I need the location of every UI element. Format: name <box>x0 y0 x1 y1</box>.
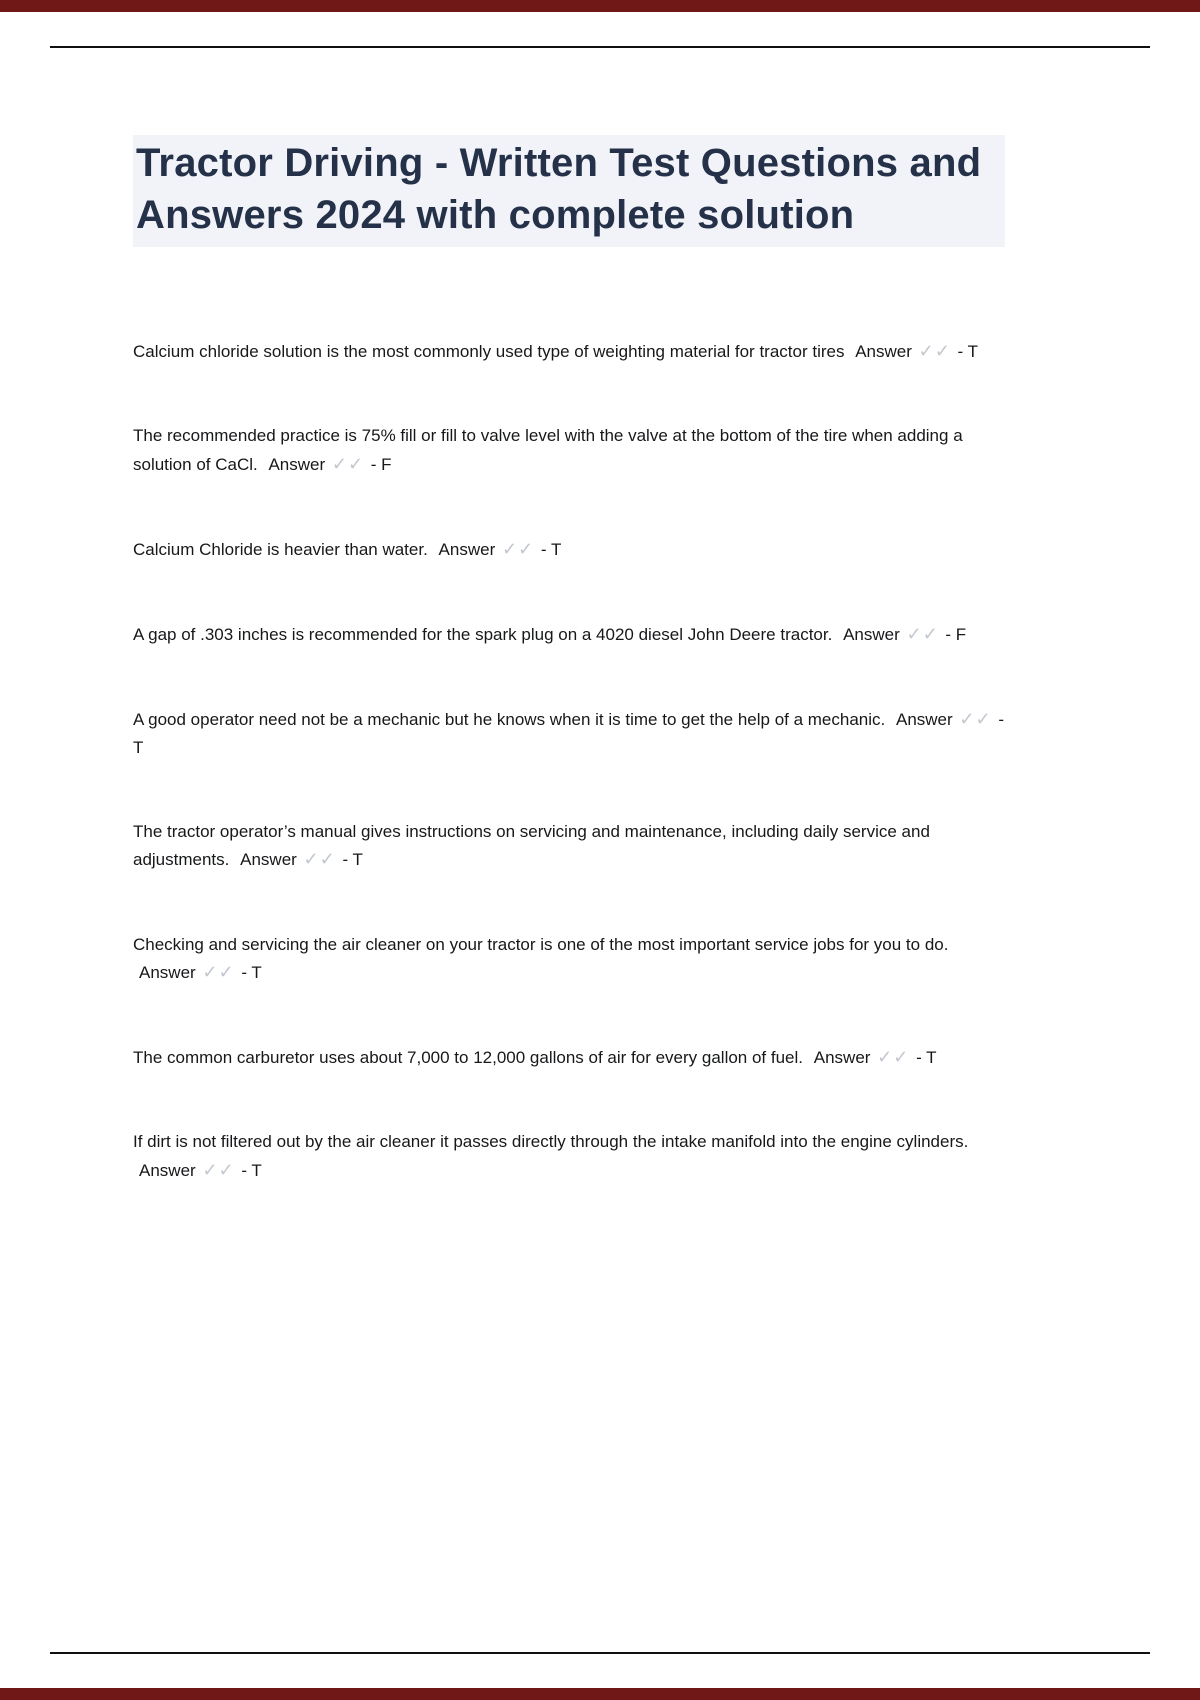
answer-value: - F <box>945 625 967 644</box>
bottom-rule <box>50 1652 1150 1654</box>
qa-item <box>133 931 1005 988</box>
qa-item <box>133 818 1005 875</box>
answer-value: - T <box>241 1160 262 1180</box>
top-edge-bar <box>0 0 1200 12</box>
answer-label: Answer <box>438 539 496 559</box>
answer-label: Answer <box>855 342 912 361</box>
answer-value: - T <box>133 710 1004 758</box>
double-check-icon: ✓✓ <box>918 341 951 361</box>
question-text: The recommended practice is 75% fill or fill to valve level with the valve at the bottom of the tire when adding a solution of CaCl. <box>133 426 963 474</box>
question-text: The common carburetor uses about 7,000 to 12,000 gallons of air for every gallon of fuel. <box>133 1048 804 1068</box>
bottom-edge-bar <box>0 1688 1200 1700</box>
answer-value: - F <box>370 454 392 474</box>
answer-value: - T <box>540 539 562 559</box>
qa-item <box>133 1128 1005 1185</box>
answer-label: Answer <box>139 1160 196 1180</box>
answer-label: Answer <box>813 1048 871 1068</box>
double-check-icon: ✓✓ <box>303 849 336 870</box>
answer-value: - T <box>241 963 262 983</box>
answer-value: - T <box>957 342 978 361</box>
answer-value: - T <box>916 1048 937 1068</box>
question-text: The tractor operator’s manual gives instructions on servicing and maintenance, including daily service and adjustments. <box>133 821 930 870</box>
answer-label: Answer <box>895 710 953 730</box>
top-rule <box>50 46 1150 48</box>
question-text: If dirt is not filtered out by the air cleaner it passes directly through the intake manifold into the engine cylinders. <box>133 1132 969 1152</box>
double-check-icon: ✓✓ <box>331 453 365 474</box>
page-title: Tractor Driving - Written Test Questions and Answers 2024 with complete solution <box>133 135 1005 247</box>
question-text: Calcium chloride solution is the most commonly used type of weighting material for tractor tires <box>133 342 845 361</box>
question-text: A good operator need not be a mechanic but he knows when it is time to get the help of a mechanic. <box>133 710 886 730</box>
double-check-icon: ✓✓ <box>959 709 992 730</box>
double-check-icon: ✓✓ <box>202 1159 235 1180</box>
double-check-icon: ✓✓ <box>501 538 535 559</box>
qa-item <box>133 1043 1005 1072</box>
question-text: Calcium Chloride is heavier than water. <box>133 539 428 559</box>
question-text: Checking and servicing the air cleaner on your tractor is one of the most important service jobs for you to do. <box>133 934 949 954</box>
qa-item <box>133 620 1005 649</box>
page-content <box>133 135 1005 1241</box>
answer-label: Answer <box>843 625 900 644</box>
qa-item <box>133 705 1005 762</box>
answer-label: Answer <box>139 963 196 983</box>
double-check-icon: ✓✓ <box>202 962 235 983</box>
qa-item <box>133 535 1005 564</box>
double-check-icon: ✓✓ <box>906 624 939 644</box>
qa-item <box>133 422 1005 479</box>
answer-value: - T <box>342 850 363 870</box>
qa-item <box>133 337 1005 366</box>
double-check-icon: ✓✓ <box>877 1047 910 1068</box>
answer-label: Answer <box>268 454 326 474</box>
question-text: A gap of .303 inches is recommended for the spark plug on a 4020 diesel John Deere tractor. <box>133 625 833 644</box>
answer-label: Answer <box>240 850 297 870</box>
